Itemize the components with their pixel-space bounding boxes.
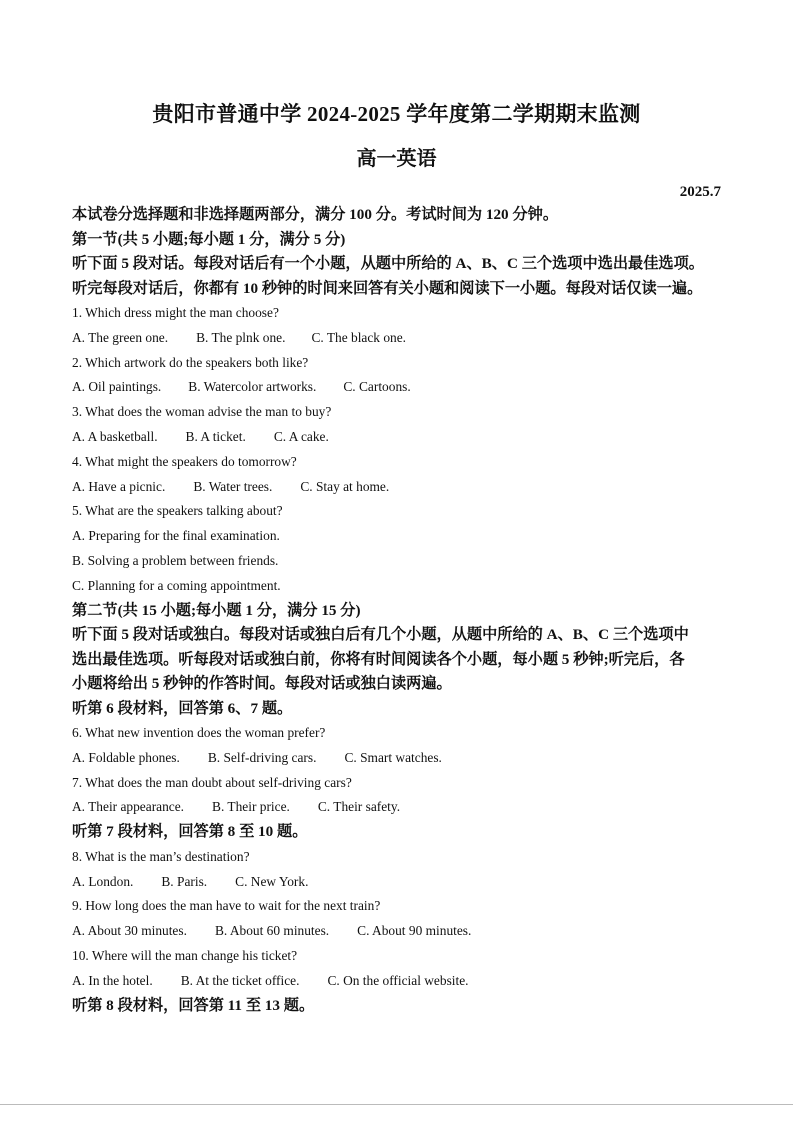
section2-heading: 第二节(共 15 小题;每小题 1 分，满分 15 分) <box>72 601 361 619</box>
option-b: B. Watercolor artworks. <box>188 379 317 395</box>
question-stem: 7. What does the man doubt about self-driving cars? <box>72 774 352 790</box>
option-a: A. The green one. <box>72 329 169 345</box>
option-b: B. A ticket. <box>185 428 246 444</box>
question-stem: 5. What are the speakers talking about? <box>72 503 283 519</box>
option-a: A. Have a picnic. <box>72 478 166 494</box>
option-a: A. Foldable phones. <box>72 749 180 765</box>
option-a: A. Preparing for the final examination. <box>72 528 280 544</box>
option-a: A. Oil paintings. <box>72 379 162 395</box>
material-heading: 听第 8 段材料，回答第 11 至 13 题。 <box>72 996 315 1014</box>
option-c: C. About 90 minutes. <box>357 923 472 939</box>
option-c: C. A cake. <box>273 428 329 444</box>
question-options <box>72 326 722 351</box>
option-b: B. About 60 minutes. <box>214 923 330 939</box>
question-stem: 1. Which dress might the man choose? <box>72 305 279 320</box>
question-options <box>72 425 722 450</box>
option-a: A. London. <box>72 873 134 889</box>
question-options <box>72 795 722 820</box>
option-b: B. Their price. <box>212 799 290 815</box>
question-stem: 9. How long does the man have to wait for the next train? <box>72 898 381 914</box>
option-c: C. On the official website. <box>327 972 469 988</box>
option-a: A. A basketball. <box>72 428 158 444</box>
question-stem: 3. What does the woman advise the man to buy? <box>72 404 332 420</box>
question-stem: 6. What new invention does the woman prefer? <box>72 725 326 741</box>
option-c: C. The black one. <box>311 329 407 345</box>
option-a: A. About 30 minutes. <box>72 923 187 939</box>
option-c: C. Smart watches. <box>344 749 442 765</box>
subject-title: 高一英语 <box>356 148 437 170</box>
option-c: C. Their safety. <box>317 799 401 815</box>
material-heading: 听第 6 段材料，回答第 6、7 题。 <box>72 699 293 717</box>
section1-instruction: 听完每段对话后，你都有 10 秒钟的时间来回答有关小题和阅读下一小题。每段对话仅读一遍。 <box>72 279 703 297</box>
option-b: B. At the ticket office. <box>180 972 300 988</box>
intro-text: 本试卷分选择题和非选择题两部分，满分 100 分。考试时间为 120 分钟。 <box>72 206 558 223</box>
section1-heading: 第一节(共 5 小题;每小题 1 分，满分 5 分) <box>72 230 346 248</box>
question-options <box>72 475 722 500</box>
option-c: C. New York. <box>235 873 309 889</box>
option-b: B. Water trees. <box>193 478 273 494</box>
question-stem: 4. What might the speakers do tomorrow? <box>72 453 297 469</box>
section1-instruction: 听下面 5 段对话。每段对话后有一个小题，从题中所给的 A、B、C 三个选项中选出最佳选项。 <box>72 255 704 272</box>
page-title: 贵阳市普通中学 2024-2025 学年度第二学期期末监测 <box>152 102 641 126</box>
question-stem: 8. What is the man’s destination? <box>72 848 250 864</box>
section2-instruction: 听下面 5 段对话或独白。每段对话或独白后有几个小题，从题中所给的 A、B、C 三个选项中 <box>72 626 689 644</box>
option-b: B. Solving a problem between friends. <box>72 552 279 568</box>
question-stem: 2. Which artwork do the speakers both like? <box>72 354 309 370</box>
option-b: B. Self-driving cars. <box>207 749 317 765</box>
exam-date: 2025.7 <box>679 184 721 200</box>
section2-instruction: 选出最佳选项。听每段对话或独白前，你将有时间阅读各个小题，每小题 5 秒钟;听完后，各 <box>72 650 685 668</box>
section2-instruction: 小题将给出 5 秒钟的作答时间。每段对话或独白读两遍。 <box>72 675 452 693</box>
question-stem: 10. Where will the man change his ticket? <box>72 947 298 963</box>
option-b: B. Paris. <box>161 873 208 889</box>
page-bottom-rule <box>0 1104 793 1105</box>
question-options <box>72 969 722 994</box>
option-c: C. Planning for a coming appointment. <box>72 577 281 593</box>
option-c: C. Cartoons. <box>343 379 411 395</box>
option-a: A. In the hotel. <box>72 972 153 988</box>
question-options <box>72 375 722 400</box>
option-c: C. Stay at home. <box>300 478 390 494</box>
question-options <box>72 870 722 895</box>
exam-content <box>72 203 722 1018</box>
option-a: A. Their appearance. <box>72 799 185 815</box>
material-heading: 听第 7 段材料，回答第 8 至 10 题。 <box>72 823 308 841</box>
question-options <box>72 746 722 771</box>
question-options <box>72 919 722 944</box>
option-b: B. The plnk one. <box>196 329 286 345</box>
